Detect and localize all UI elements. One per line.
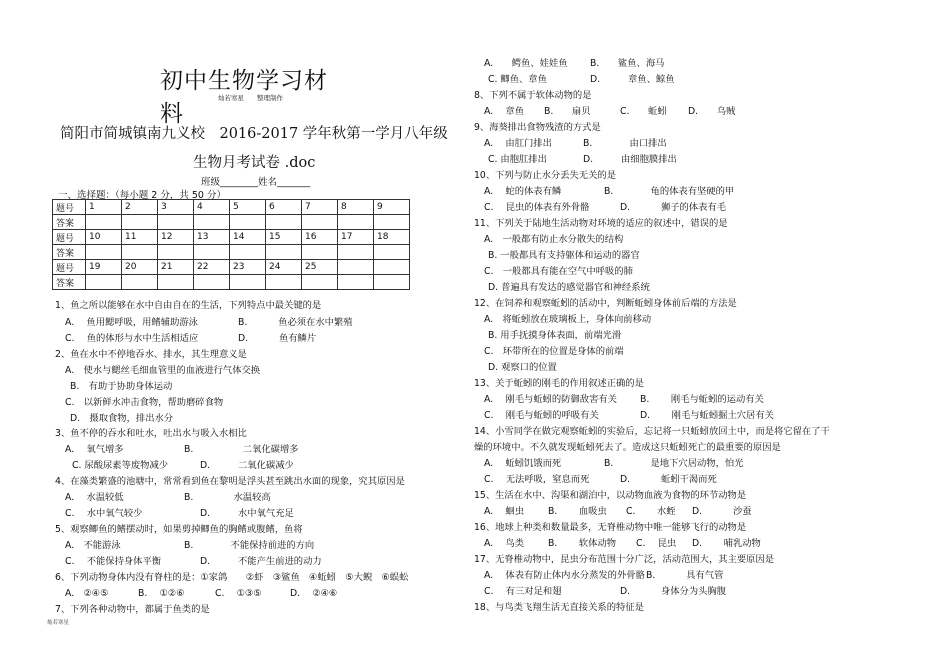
answer-table-cell [266, 275, 302, 290]
option: A. 将蚯蚓放在玻璃板上，身体向前移动 [484, 314, 652, 325]
option: A. 蛔虫 [484, 506, 524, 517]
question-15: 15、生活在水中、沟渠和湖泊中，以动物血液为食物的环节动物是 [474, 490, 747, 501]
question-14: 14、小雪同学在做完观察蚯蚓的实验后，忘记将一只蚯蚓放回土中，而是将它留在了干 [474, 426, 830, 437]
option: C. 刚毛与蚯蚓的呼吸有关 [484, 410, 599, 421]
option: C. 昆虫 [636, 538, 677, 549]
option: A. 体表有防止体内水分蒸发的外骨骼 [484, 570, 645, 581]
answer-table-cell: 16 [302, 230, 338, 245]
option: C. 有三对足和翅 [484, 586, 562, 597]
answer-table-cell: 4 [194, 200, 230, 215]
option: B. 由口排出 [583, 138, 667, 149]
question-2: 2、鱼在水中不停地吞水、排水，其生理意义是 [55, 349, 247, 360]
answer-table-cell [338, 260, 374, 275]
option: B. 龟的体表有坚硬的甲 [604, 186, 735, 197]
answer-table-cell: 15 [266, 230, 302, 245]
page-title: 初中生物学习材料 [160, 68, 328, 127]
option: B. 扇贝 [544, 106, 591, 117]
option: B. 软体动物 [548, 538, 617, 549]
answer-table-row [53, 230, 410, 245]
option: B. 是地下穴居动物，怕光 [604, 458, 744, 469]
class-name-line: 班级________姓名_______ [201, 177, 311, 188]
answer-table-cell [338, 215, 374, 230]
answer-table-cell: 25 [302, 260, 338, 275]
question-12: 12、在饲养和观察蚯蚓的活动中，判断蚯蚓身体前后端的方法是 [474, 298, 737, 309]
answer-table-cell: 24 [266, 260, 302, 275]
option: B. 用手抚摸身体表面，前端光滑 [488, 330, 622, 341]
answer-table-cell [266, 215, 302, 230]
option: C. ①③⑤ [215, 588, 262, 599]
answer-table-row [53, 275, 410, 290]
option: A. 不能游泳 [65, 540, 121, 551]
answer-table-row [53, 245, 410, 260]
option: C. 无法呼吸，窒息而死 [484, 474, 590, 485]
answer-table-cell [122, 245, 158, 260]
option: C. 昆虫的体表有外骨骼 [484, 202, 590, 213]
option: C. 以新鲜水冲击食物，帮助磨碎食物 [65, 397, 224, 408]
option: A. 刚毛与蚯蚓的防御敌害有关 [484, 394, 617, 405]
option: C. 水中氧气较少 [65, 508, 143, 519]
answer-table-cell: 10 [86, 230, 122, 245]
question-13: 13、关于蚯蚓的刚毛的作用叙述正确的是 [474, 378, 644, 389]
option: D. 刚毛与蚯蚓掘土穴居有关 [640, 410, 774, 421]
answer-table-cell: 19 [86, 260, 122, 275]
answer-table-cell [302, 245, 338, 260]
option: D. 乌贼 [688, 106, 736, 117]
question-5: 5、观察鲫鱼的鳍摆动时，如果剪掉鲫鱼的胸鳍或腹鳍，鱼将 [55, 524, 303, 535]
option: B. 血吸虫 [548, 506, 607, 517]
option: D. 身体分为头胸腹 [620, 586, 727, 597]
answer-table-cell [374, 275, 410, 290]
option: C. 尿酸尿素等废物减少 [72, 460, 169, 471]
answer-table-cell [374, 215, 410, 230]
section-heading: 一、选择题：（每小题 2 分，共 50 分） [58, 190, 226, 201]
option: B. 刚毛与蚯蚓的运动有关 [640, 394, 764, 405]
option: B. 水温较高 [184, 492, 271, 503]
option: B. ①②⑥ [138, 588, 185, 599]
option: A. 一般都有防止水分散失的结构 [484, 234, 624, 245]
answer-table-cell: 5 [230, 200, 266, 215]
option: A. 使水与鳃丝毛细血管里的血液进行气体交换 [65, 365, 261, 376]
option: B. 有助于协助身体运动 [70, 381, 173, 392]
answer-table-cell: 1 [86, 200, 122, 215]
answer-table [52, 199, 410, 290]
option: A. 鳄鱼、娃娃鱼 [484, 58, 568, 69]
answer-table-cell: 9 [374, 200, 410, 215]
document-title: 生物月考试卷 .doc [193, 155, 316, 171]
option: A. 水温较低 [65, 492, 124, 503]
answer-table-cell [230, 215, 266, 230]
question-9: 9、海葵排出食物残渣的方式是 [474, 122, 601, 133]
answer-table-row-label: 答案 [53, 215, 86, 230]
answer-table-cell [194, 215, 230, 230]
option: A. 鱼用鳃呼吸，用鳍辅助游泳 [65, 317, 198, 328]
option: B. 具有气管 [646, 570, 724, 581]
answer-table-cell [338, 245, 374, 260]
answer-table-row [53, 260, 410, 275]
option: D. 摄取食物，排出水分 [70, 413, 174, 424]
compiler-note: 灿若寒星 整理制作 [218, 94, 283, 102]
option: C. 环带所在的位置是身体的前端 [484, 346, 624, 357]
option: D. 由细胞膜排出 [583, 154, 677, 165]
option: C. 由胞肛排出 [488, 154, 547, 165]
option: D. 哺乳动物 [692, 538, 761, 549]
option: B. 二氧化碳增多 [184, 444, 299, 455]
option: D. 二氧化碳减少 [200, 460, 294, 471]
answer-table-cell [122, 275, 158, 290]
option: A. 由肛门排出 [484, 138, 552, 149]
option: B. 鱼必须在水中繁殖 [238, 317, 353, 328]
option: D. 不能产生前进的动力 [200, 556, 322, 567]
answer-table-cell [230, 245, 266, 260]
question-17: 17、无脊椎动物中，昆虫分布范围十分广泛，活动范围大，其主要原因是 [474, 554, 775, 565]
question-4: 4、在藻类繁盛的池塘中，常常看到鱼在黎明是浮头甚至跳出水面的现象，究其原因是 [55, 476, 405, 487]
answer-table-cell: 2 [122, 200, 158, 215]
answer-table-cell [374, 260, 410, 275]
question-1: 1、鱼之所以能够在水中自由自在的生活，下列特点中最关键的是 [55, 300, 322, 311]
answer-table-row [53, 200, 410, 215]
school-line: 简阳市简城镇南九义校 2016-2017 学年秋第一学月八年级 [60, 126, 448, 142]
answer-table-cell [86, 245, 122, 260]
option: D. 蚯蚓干渴而死 [620, 474, 717, 485]
answer-table-row-label: 答案 [53, 275, 86, 290]
answer-table-cell: 21 [158, 260, 194, 275]
option: C. 水蛭 [626, 506, 676, 517]
option: C. 鲫鱼、章鱼 [488, 74, 547, 85]
answer-table-cell: 18 [374, 230, 410, 245]
question-18: 18、与鸟类飞翔生活无直接关系的特征是 [474, 602, 644, 613]
answer-table-cell [158, 275, 194, 290]
answer-table-row-label: 题号 [53, 200, 86, 215]
answer-table-cell [266, 245, 302, 260]
option: C. 蚯蚓 [620, 106, 667, 117]
answer-table-cell: 7 [302, 200, 338, 215]
option: D. 章鱼、鲸鱼 [590, 74, 675, 85]
answer-table-cell: 11 [122, 230, 158, 245]
option: A. 鸟类 [484, 538, 524, 549]
question-11: 11、下列关于陆地生活动物对环境的适应的叙述中，错误的是 [474, 218, 728, 229]
question-6: 6、下列动物身体内没有脊柱的是：①家鸽 ②虾 ③鲨鱼 ④蚯蚓 ⑤大鲵 ⑥蜈蚣 [55, 572, 409, 583]
answer-table-cell [194, 245, 230, 260]
answer-table-cell [158, 215, 194, 230]
answer-table-cell: 14 [230, 230, 266, 245]
option: A. 章鱼 [484, 106, 524, 117]
option: D. 鱼有鳞片 [238, 333, 317, 344]
answer-table-row-label: 题号 [53, 230, 86, 245]
option: D. ②④⑥ [290, 588, 338, 599]
option: C. 鱼的体形与水中生活相适应 [65, 333, 199, 344]
answer-table-cell [338, 275, 374, 290]
answer-table-cell: 17 [338, 230, 374, 245]
answer-table-cell: 3 [158, 200, 194, 215]
option: D. 狮子的体表有毛 [620, 202, 727, 213]
option: B. 一般都具有支持躯体和运动的器官 [488, 250, 640, 261]
answer-table-cell [86, 215, 122, 230]
option: A. 蛇的体表有鳞 [484, 186, 562, 197]
option: B. 鲨鱼、海马 [590, 58, 665, 69]
answer-table-cell [158, 245, 194, 260]
option: A. 蚯蚓饥饿而死 [484, 458, 562, 469]
option: D. 普遍具有发达的感觉器官和神经系统 [488, 282, 650, 293]
option: B. 不能保持前进的方向 [184, 540, 315, 551]
answer-table-cell [194, 275, 230, 290]
answer-table-cell: 13 [194, 230, 230, 245]
option: A. 氧气增多 [65, 444, 124, 455]
answer-table-row [53, 215, 410, 230]
question-16: 16、地球上种类和数量最多，无脊椎动物中唯一能够飞行的动物是 [474, 522, 747, 533]
answer-table-cell: 22 [194, 260, 230, 275]
option: C. 一般都具有能在空气中呼吸的肺 [484, 266, 633, 277]
answer-table-cell [374, 245, 410, 260]
answer-table-cell [302, 215, 338, 230]
answer-table-cell [86, 275, 122, 290]
option: D. 观察口的位置 [488, 362, 557, 373]
answer-table-row-label: 题号 [53, 260, 86, 275]
option: C. 不能保持身体平衡 [65, 556, 162, 567]
answer-table-cell: 8 [338, 200, 374, 215]
answer-table-cell [230, 275, 266, 290]
question-10: 10、下列与防止水分丢失无关的是 [474, 170, 616, 181]
answer-table-cell: 12 [158, 230, 194, 245]
footer-note: 灿若寒星 [47, 620, 70, 626]
answer-table-cell: 6 [266, 200, 302, 215]
answer-table-cell: 20 [122, 260, 158, 275]
answer-table-cell [122, 215, 158, 230]
question-3: 3、鱼不停的吞水和吐水，吐出水与吸入水相比 [55, 428, 247, 439]
question-7: 7、下列各种动物中，都属于鱼类的是 [55, 604, 210, 615]
answer-table-row-label: 答案 [53, 245, 86, 260]
option: D. 沙蚕 [692, 506, 752, 517]
answer-table-cell [302, 275, 338, 290]
question-8: 8、下列不属于软体动物的是 [474, 90, 592, 101]
option: D. 水中氧气充足 [200, 508, 294, 519]
question-14-cont: 燥的环境中。不久就发现蚯蚓死去了。造成这只蚯蚓死亡的最重要的原因是 [474, 442, 781, 453]
answer-table-cell: 23 [230, 260, 266, 275]
option: A. ②④⑤ [65, 588, 109, 599]
